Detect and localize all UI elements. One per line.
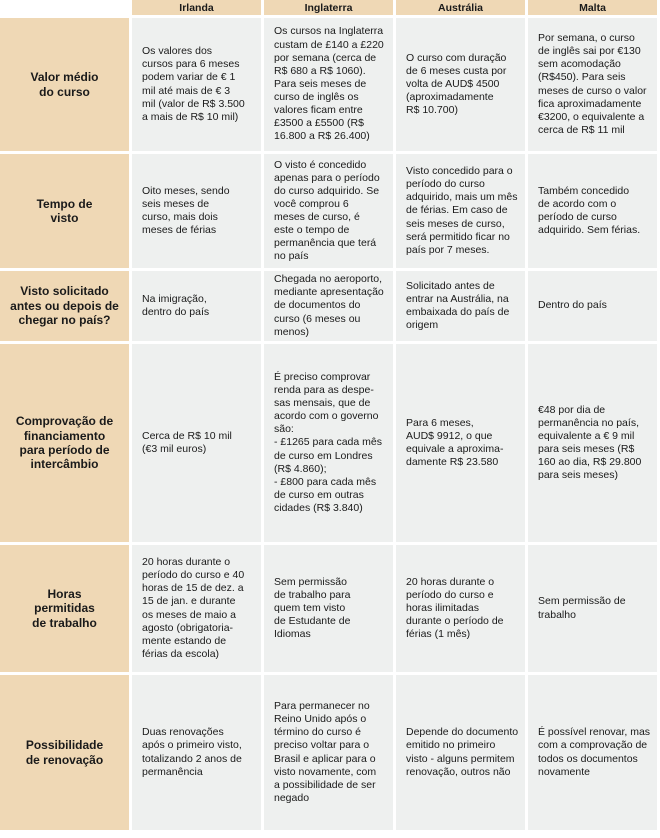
column-header-irlanda: Irlanda (132, 0, 261, 15)
row-label-line: Visto solicitado (20, 284, 109, 299)
cell-horas-trabalho-inglaterra (264, 545, 393, 672)
cell-line: R$ 680 a R$ 1060). (274, 64, 366, 77)
row-label-line: Tempo de (36, 196, 93, 211)
cell-line: Solicitado antes de (406, 279, 495, 292)
cell-possibilidade-renovacao-australia (396, 675, 525, 830)
cell-possibilidade-renovacao-inglaterra (264, 675, 393, 830)
cell-line: término do curso é (274, 726, 361, 739)
cell-line: de curso em outras (274, 488, 364, 501)
cell-line: Na imigração, (142, 292, 207, 305)
column-header-malta: Malta (528, 0, 657, 15)
cell-line: horas de 15 de dez. a (142, 582, 244, 595)
cell-line: Visto concedido para o (406, 165, 513, 178)
cell-valor-medio-inglaterra (264, 18, 393, 151)
cell-visto-solicitado-irlanda (132, 271, 261, 341)
cell-line: trabalho (538, 608, 576, 621)
cell-line: Brasil e aplicar para o (274, 752, 376, 765)
cell-horas-trabalho-australia (396, 545, 525, 672)
cell-line: O curso com duração (406, 51, 507, 64)
cell-line: este o tempo de (274, 224, 350, 237)
cell-tempo-de-visto-malta (528, 154, 657, 268)
cell-line: durante o período de (406, 615, 504, 628)
cell-line: adquirido. Sem férias. (538, 224, 641, 237)
cell-line: quem tem visto (274, 601, 346, 614)
cell-line: Para 6 meses, (406, 416, 474, 429)
cell-line: cerca de R$ 11 mil (538, 123, 625, 136)
table-row-visto-solicitado (0, 271, 657, 341)
table-row-comprovacao-financiamento (0, 344, 657, 542)
cell-line: mente estando de (142, 634, 227, 647)
cell-visto-solicitado-inglaterra (264, 271, 393, 341)
cell-horas-trabalho-malta (528, 545, 657, 672)
row-label-line: de renovação (25, 752, 104, 767)
cell-line: Os cursos na Inglaterra (274, 25, 384, 38)
row-label-line: Horas (47, 586, 82, 601)
cell-line: Dentro do país (538, 299, 607, 312)
cell-line: apenas para o período (274, 171, 380, 184)
cell-tempo-de-visto-irlanda (132, 154, 261, 268)
table-row-horas-trabalho (0, 545, 657, 672)
cell-valor-medio-malta (528, 18, 657, 151)
cell-line: 20 horas durante o (142, 556, 231, 568)
cell-line: a mais de R$ 10 mil) (142, 110, 239, 123)
cell-line: visto novamente, com (274, 765, 377, 778)
cell-line: de 6 meses custa por (406, 64, 507, 77)
cell-line: dentro do país (142, 306, 210, 318)
cell-comprovacao-financiamento-irlanda (132, 344, 261, 542)
row-label-valor-medio (0, 18, 129, 151)
cell-line: cidades (R$ 3.840) (274, 502, 363, 515)
row-label-possibilidade-renovacao (0, 675, 129, 830)
cell-line: sem acomodação (538, 58, 621, 71)
cell-line: curso (6 meses ou (274, 312, 361, 325)
header-row (0, 0, 657, 15)
cell-line: menos) (274, 325, 310, 338)
cell-line: 15 de jan. e durante (142, 595, 236, 608)
cell-line: de inglês sai por €130 (538, 45, 641, 58)
cell-line: acordo com o governo (274, 410, 379, 423)
table-row-valor-medio (0, 18, 657, 151)
cell-line: Também concedido (538, 184, 630, 197)
cell-line: visto - alguns permitem (406, 752, 515, 765)
row-label-line: de trabalho (32, 615, 97, 630)
cell-line: curso de inglês os (274, 91, 359, 104)
row-label-line: chegar no país? (18, 313, 111, 328)
row-label-comprovacao-financiamento (0, 344, 129, 542)
cell-line: - £1265 para cada mês (274, 436, 382, 449)
cell-line: Oito meses, sendo (142, 184, 230, 197)
cell-line: Sem permissão de (538, 595, 626, 608)
cell-comprovacao-financiamento-australia (396, 344, 525, 542)
cell-tempo-de-visto-inglaterra (264, 154, 393, 268)
cell-line: custam de £140 a £220 (274, 38, 384, 51)
cell-line: são: (274, 423, 294, 436)
cell-valor-medio-australia (396, 18, 525, 151)
cell-line: mediante apresentação (274, 286, 384, 299)
cell-line: Para permanecer no (274, 700, 370, 712)
header-corner (0, 0, 129, 15)
cell-line: período do curso e 40 (142, 569, 245, 582)
cell-line: É preciso comprovar (274, 370, 371, 383)
cell-line: €3200, o equivalente a (538, 110, 645, 123)
cell-line: equivalente a € 9 mil (538, 429, 635, 442)
cell-line: Idiomas (274, 628, 311, 641)
cell-line: Reino Unido após o (274, 713, 367, 726)
cell-line: os meses de maio a (142, 608, 236, 621)
cell-line: seis meses de (142, 197, 210, 210)
cell-visto-solicitado-malta (528, 271, 657, 341)
row-label-line: Possibilidade (25, 738, 104, 753)
cell-line: de trabalho para (274, 588, 351, 601)
cell-line: (R$ 4.860); (274, 462, 327, 475)
row-label-line: financiamento (23, 428, 106, 443)
cell-line: período do curso (406, 178, 485, 191)
cell-line: totalizando 2 anos de (142, 752, 242, 765)
cell-line: permanência (142, 765, 203, 778)
cell-line: todos os documentos (538, 752, 638, 765)
row-label-line: do curso (39, 84, 90, 99)
cell-line: de documentos do (274, 299, 361, 312)
cell-possibilidade-renovacao-irlanda (132, 675, 261, 830)
cell-tempo-de-visto-australia (396, 154, 525, 268)
cell-line: meses de curso o valor (538, 84, 647, 97)
cell-line: de acordo com o (538, 197, 617, 210)
cell-line: será permitido ficar no (406, 230, 510, 243)
cell-line: adquirido, mais um mês (406, 191, 518, 204)
cell-line: £3500 a £5500 (R$ (274, 117, 364, 130)
cell-line: damente R$ 23.580 (406, 456, 499, 469)
cell-line: (€3 mil euros) (142, 443, 207, 455)
cell-line: horas ilimitadas (406, 601, 479, 614)
row-label-line: para período de (19, 443, 110, 457)
cell-line: permanência que terá (274, 237, 377, 250)
cell-line: de férias. Em caso de (406, 204, 508, 217)
cell-line: a possibilidade de ser (274, 778, 376, 791)
cell-possibilidade-renovacao-malta (528, 675, 657, 830)
cell-line: de curso em Londres (274, 449, 373, 462)
cell-line: Depende do documento (406, 726, 519, 739)
cell-line: período de curso (538, 211, 617, 223)
cell-line: mil até mais de € 3 (142, 84, 231, 97)
cell-line: 160 ao dia, R$ 29.800 (538, 456, 642, 469)
column-header-australia: Austrália (396, 0, 525, 15)
row-label-tempo-de-visto (0, 154, 129, 268)
cell-line: férias da escola) (142, 647, 220, 660)
cell-line: preciso voltar para o (274, 739, 370, 752)
cell-line: cursos para 6 meses (142, 58, 240, 71)
cell-line: curso, mais dois (142, 211, 218, 223)
cell-line: com a comprovação de (538, 739, 648, 752)
cell-line: É possível renovar, mas (538, 726, 651, 739)
cell-line: por semana (cerca de (274, 51, 377, 64)
cell-line: emitido no primeiro (406, 739, 496, 752)
cell-line: meses de férias (142, 224, 217, 237)
cell-line: do curso adquirido. Se (274, 184, 380, 197)
row-label-visto-solicitado (0, 271, 129, 341)
cell-line: (R$450). Para seis (538, 71, 626, 84)
cell-line: sas mensais, que de (274, 397, 371, 410)
table-row-tempo-de-visto (0, 154, 657, 268)
cell-line: €48 por dia de (538, 403, 606, 416)
cell-line: negado (274, 791, 310, 804)
cell-line: novamente (538, 765, 590, 778)
cell-line: renda para as despe- (274, 383, 374, 396)
cell-line: entrar na Austrália, na (406, 292, 509, 305)
cell-line: no país (274, 250, 309, 263)
cell-line: Chegada no aeroporto, (274, 273, 382, 286)
cell-line: valores ficam entre (274, 104, 363, 117)
cell-line: seis meses de curso, (406, 217, 505, 230)
cell-line: permanência no país, (538, 416, 639, 429)
row-label-horas-trabalho (0, 545, 129, 672)
cell-horas-trabalho-irlanda (132, 545, 261, 672)
cell-line: agosto (obrigatoria- (142, 621, 234, 634)
cell-line: Cerca de R$ 10 mil (142, 429, 232, 442)
row-label-line: visto (50, 211, 79, 225)
cell-comprovacao-financiamento-malta (528, 344, 657, 542)
cell-line: volta de AUD$ 4500 (406, 77, 500, 90)
cell-line: AUD$ 9912, o que (406, 429, 493, 442)
cell-line: meses de curso, é (274, 211, 360, 223)
cell-line: origem (406, 319, 439, 332)
cell-line: para seis meses (R$ (538, 443, 635, 455)
cell-visto-solicitado-australia (396, 271, 525, 341)
cell-line: (aproximadamente (406, 91, 494, 104)
cell-line: após o primeiro visto, (142, 739, 242, 752)
cell-line: mil (valor de R$ 3.500 (142, 97, 245, 110)
cell-line: embaixada do país de (406, 306, 510, 318)
cell-line: Por semana, o curso (538, 32, 635, 44)
cell-line: R$ 10.700) (406, 104, 458, 117)
cell-valor-medio-irlanda (132, 18, 261, 151)
cell-line: para seis meses) (538, 469, 618, 482)
row-label-line: antes ou depois de (10, 298, 119, 313)
cell-line: férias (1 mês) (406, 628, 471, 641)
row-label-line: permitidas (34, 601, 95, 616)
row-label-line: intercâmbio (30, 457, 99, 472)
cell-line: fica aproximadamente (538, 97, 642, 110)
cell-line: Sem permissão (274, 575, 347, 588)
cell-line: você comprou 6 (274, 197, 349, 210)
row-label-line: Comprovação de (15, 414, 114, 429)
cell-line: podem variar de € 1 (142, 71, 236, 84)
table-row-possibilidade-renovacao (0, 675, 657, 830)
cell-line: Duas renovações (142, 726, 224, 739)
cell-line: Para seis meses de (274, 77, 367, 90)
cell-line: - £800 para cada mês (274, 475, 377, 488)
cell-line: 16.800 a R$ 26.400) (274, 130, 370, 143)
cell-line: 20 horas durante o (406, 575, 495, 588)
cell-line: O visto é concedido (274, 158, 367, 171)
cell-comprovacao-financiamento-inglaterra (264, 344, 393, 542)
cell-line: equivale a aproxima- (406, 443, 504, 455)
cell-line: renovação, outros não (406, 765, 511, 778)
row-label-line: Valor médio (30, 70, 99, 85)
cell-line: país por 7 meses. (406, 243, 490, 256)
column-header-inglaterra: Inglaterra (264, 0, 393, 15)
cell-line: período do curso e (406, 588, 494, 601)
cell-line: Os valores dos (142, 45, 213, 58)
cell-line: de Estudante de (274, 615, 351, 628)
